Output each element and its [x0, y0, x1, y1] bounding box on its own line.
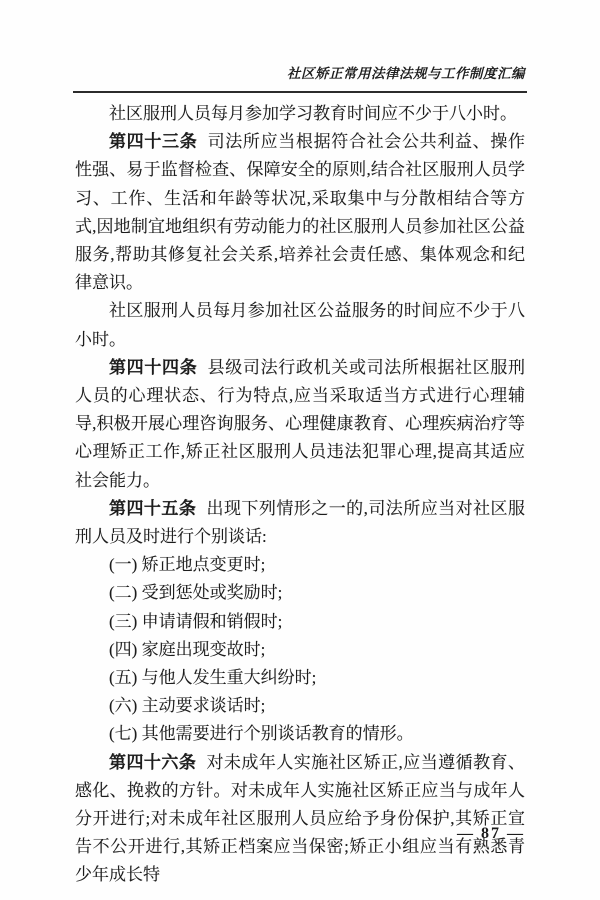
list-item — [75, 579, 525, 607]
list-item-text: (一) 矫正地点变更时; — [109, 555, 266, 575]
list-item — [75, 692, 525, 720]
paragraph — [75, 128, 525, 297]
paragraph — [75, 100, 525, 128]
paragraph — [75, 297, 525, 353]
list-item — [75, 636, 525, 664]
page-number — [75, 825, 525, 843]
header-rule — [73, 91, 527, 93]
list-item-text: (五) 与他人发生重大纠纷时; — [109, 668, 317, 688]
article-number: 第四十六条 — [109, 752, 197, 772]
list-item — [75, 608, 525, 636]
list-item-text: (七) 其他需要进行个别谈话教育的情形。 — [109, 724, 414, 744]
list-item — [75, 551, 525, 579]
paragraph-text: 出现下列情形之一的,司法所应当对社区服刑人员及时进行个别谈话: — [75, 498, 525, 547]
list-item — [75, 720, 525, 748]
paragraph-text: 司法所应当根据符合社会公共利益、操作性强、易于监督检查、保障安全的原则,结合社区服刑人员学习、工作、生活和年龄等状况,采取集中与分散相结合等方式,因地制宜地组织有劳动能力的社区服刑人员参加社区公益服务,帮助其修复社会关系,培养社会责任感、集体观念和纪律意识。 — [75, 132, 526, 293]
paragraph-text: 对未成年人实施社区矫正,应当遵循教育、感化、挽救的方针。对未成年人实施社区矫正应当与成年人分开进行;对未成年社区服刑人员应给予身份保护,其矫正宣告不公开进行,其矫正档案应当保密;矫正小组应当有熟悉青少年成长特 — [75, 752, 525, 885]
paragraph-text: 社区服刑人员每月参加社区公益服务的时间应不少于八小时。 — [75, 301, 525, 349]
article-number: 第四十五条 — [109, 498, 197, 518]
running-header — [75, 62, 525, 82]
article-number: 第四十四条 — [109, 357, 198, 377]
paragraph-text: 县级司法行政机关或司法所根据社区服刑人员的心理状态、行为特点,应当采取适当方式进行心理辅导,积极开展心理咨询服务、心理健康教育、心理疾病治疗等心理矫正工作,矫正社区服刑人员违法犯罪心理,提高其适应社会能力。 — [75, 357, 526, 490]
list-item-text: (六) 主动要求谈话时; — [109, 696, 266, 716]
document-body — [75, 100, 525, 890]
paragraph — [75, 749, 525, 890]
paragraph — [75, 354, 525, 495]
list-item-text: (三) 申请请假和销假时; — [109, 611, 283, 631]
running-header-title: 社区矫正常用法律法规与工作制度汇编 — [287, 66, 525, 81]
paragraph-text: 社区服刑人员每月参加学习教育时间应不少于八小时。 — [109, 104, 517, 123]
paragraph — [75, 495, 525, 551]
article-number: 第四十三条 — [109, 132, 198, 152]
page-number-text: — 87 — — [457, 825, 525, 842]
list-item — [75, 664, 525, 692]
list-item-text: (四) 家庭出现变故时; — [109, 639, 266, 659]
list-item-text: (二) 受到惩处或奖励时; — [109, 583, 283, 603]
